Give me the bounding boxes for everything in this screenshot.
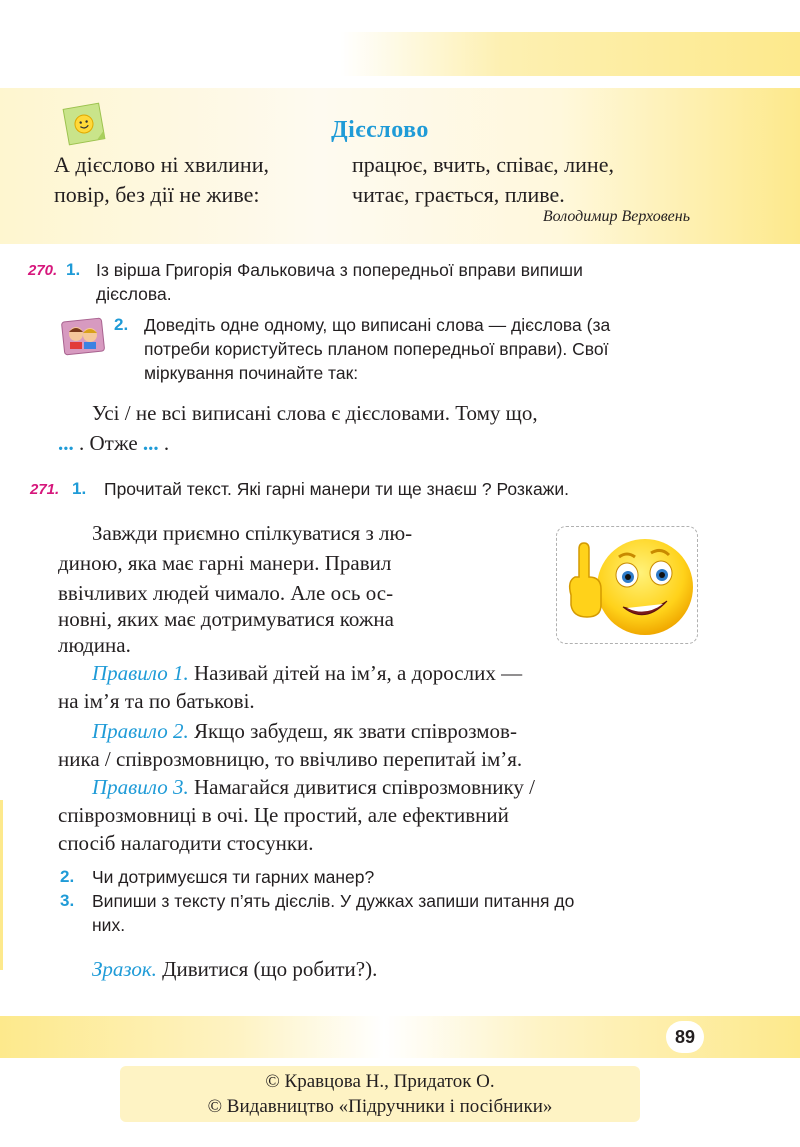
placeholder-dots-2: ... [142,431,159,455]
poem-right-line-1: працює, вчить, співає, лине, [352,152,614,177]
rule-3-line-3: спосіб налагодити стосунки. [58,831,314,855]
copyright-line-1: © Кравцова Н., Придаток О. [265,1071,495,1092]
rule-1-text: Називай дітей на ім’я, а дорослих — [188,661,523,685]
rule-2-text: Якщо забудеш, як звати співрозмов- [188,719,517,743]
exercise-271-number: 271. [30,481,60,498]
poem-title: Дієслово [331,117,429,143]
exercise-271-task-2-number: 2. [60,867,75,886]
copyright-line-2: © Видавництво «Підручники і посібники» [207,1096,553,1117]
exercise-271-task-1-number: 1. [72,479,87,498]
top-decorative-band [340,32,800,76]
exercise-270-task-2-line-1: Доведіть одне одному, що виписані слова — дієслова (за [144,315,611,335]
rule-2-label: Правило 2. [92,719,189,743]
exercise-270-task-2-line-3: міркування починайте так: [144,363,359,383]
text-paragraph-1-line-1: Завжди приємно спілкуватися з лю- [92,521,413,545]
exercise-270-task-1-line-2: дієслова. [96,284,172,304]
text-paragraph-1-line-4: новні, яких має дотримуватися кожна [58,607,394,631]
copyright-box [120,1066,640,1122]
text-paragraph-1-line-2: диною, яка має гарні манери. Правил [58,551,392,575]
exercise-271-task-3-line-1: Випиши з тексту п’ять дієслів. У дужках запиши питання до [92,891,575,911]
sample-text: Дивитися (що робити?). [156,957,378,981]
placeholder-dots-1: ... [58,431,74,455]
exercise-270-task-1-line-1: Із вірша Григорія Фальковича з попередньої вправи випиши [96,260,583,280]
left-edge-strip [0,800,3,970]
rule-3-text: Намагайся дивитися співрозмовнику / [188,775,536,799]
poem-left-line-2: повір, без дії не живе: [54,182,260,207]
text-paragraph-1-line-5: людина. [58,633,131,657]
sample-label: Зразок. [92,957,157,981]
exercise-271-task-3-line-2: них. [92,915,126,935]
exercise-270-sample-line-2 [58,428,169,458]
exercise-271-task-3-number: 3. [60,891,75,910]
exercise-271-task-1-text: Прочитай текст. Які гарні манери ти ще знаєш ? Розкажи. [104,479,570,499]
exercise-270-task-2-number: 2. [114,315,129,334]
exercise-271-sample [92,954,377,984]
rule-3-line-2: співрозмовниці в очі. Це простий, але ефективний [58,803,509,827]
rule-3-line-1 [92,772,535,802]
pair-work-icon [60,316,106,356]
exercise-270-task-1-number: 1. [66,260,81,279]
poem-author: Володимир Верховень [542,208,690,225]
rule-2-line-1 [92,716,517,746]
page-number: 89 [666,1021,704,1053]
smiley-pointing-illustration [557,527,697,643]
exercise-270-task-2-line-2: потреби користуйтесь планом попередньої вправи). Свої [144,339,609,359]
smiley-illustration-frame [556,526,698,644]
rule-2-line-2: ника / співрозмовницю, то ввічливо перепитай ім’я. [58,747,523,771]
text-paragraph-1-line-3: ввічливих людей чимало. Але ось ос- [58,581,394,605]
rule-1-line-1 [92,658,522,688]
poem-right-line-2: читає, грається, пливе. [352,182,565,207]
exercise-270-number: 270. [28,262,58,279]
sample-mid-text: . Отже [73,431,143,455]
rule-1-label: Правило 1. [92,661,189,685]
exercise-270-sample-line-1: Усі / не всі виписані слова є дієсловами. Тому що, [92,401,538,425]
sample-end-text: . [158,431,170,455]
rule-1-line-2: на ім’я та по батькові. [58,689,255,713]
exercise-271-task-2-text: Чи дотримуєшся ти гарних манер? [92,867,375,887]
rule-3-label: Правило 3. [92,775,189,799]
poem-left-line-1: А дієслово ні хвилини, [54,152,269,177]
